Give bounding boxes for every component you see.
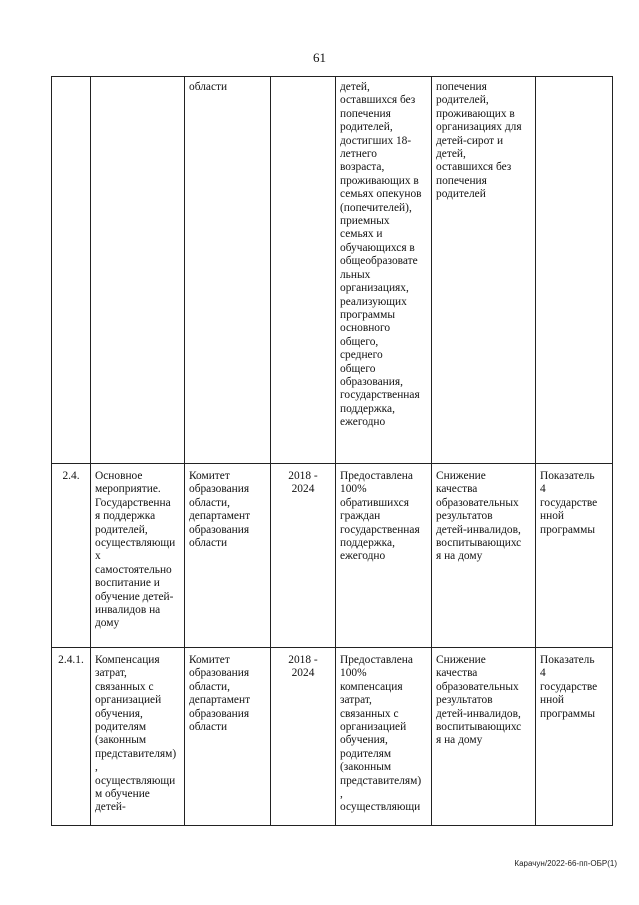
table-row (52, 648, 613, 826)
cell-indicator: Показатель 4 государстве нной программы (536, 648, 613, 826)
cell-term (271, 77, 336, 464)
cell-measure-name: Компенсация затрат, связанных с организацией обучения, родителям (законным представителям) , осуществляющи м обучение детей- (91, 648, 185, 826)
cell-executor: Комитет образования области, департамент образования области (185, 464, 271, 648)
table-row (52, 464, 613, 648)
cell-term: 2018 - 2024 (271, 648, 336, 826)
cell-measure-name (91, 77, 185, 464)
cell-number: 2.4.1. (52, 648, 91, 826)
page-number: 61 (313, 50, 326, 65)
cell-consequence: попечения родителей, проживающих в организациях для детей-сирот и детей, оставшихся без попечения родителей (432, 77, 536, 464)
document-reference-footer: Карачун/2022-66-пп-ОБР(1) (514, 859, 617, 868)
cell-executor: Комитет образования области, департамент образования области (185, 648, 271, 826)
cell-consequence: Снижение качества образовательных результатов детей-инвалидов, воспитывающихс я на дому (432, 464, 536, 648)
cell-indicator: Показатель 4 государстве нной программы (536, 464, 613, 648)
cell-executor: области (185, 77, 271, 464)
cell-term: 2018 - 2024 (271, 464, 336, 648)
cell-expected-result: Предоставлена 100% компенсация затрат, связанных с организацией обучения, родителям (законным представителям) , осуществляющи (336, 648, 432, 826)
cell-number (52, 77, 91, 464)
cell-indicator (536, 77, 613, 464)
cell-measure-name: Основное мероприятие. Государственна я поддержка родителей, осуществляющи х самостоятельно воспитание и обучение детей- инвалидов на дому (91, 464, 185, 648)
cell-number: 2.4. (52, 464, 91, 648)
table-row (52, 77, 613, 464)
cell-expected-result: детей, оставшихся без попечения родителей, достигших 18- летнего возраста, проживающих в семьях опекунов (попечителей), приемных семьях и обучающихся в общеобразовате льных организациях, реализующих программы основного общего, среднего общего образования, государственная поддержка, ежегодно (336, 77, 432, 464)
measures-table (51, 76, 613, 826)
cell-expected-result: Предоставлена 100% обратившихся граждан государственная поддержка, ежегодно (336, 464, 432, 648)
cell-consequence: Снижение качества образовательных результатов детей-инвалидов, воспитывающихс я на дому (432, 648, 536, 826)
